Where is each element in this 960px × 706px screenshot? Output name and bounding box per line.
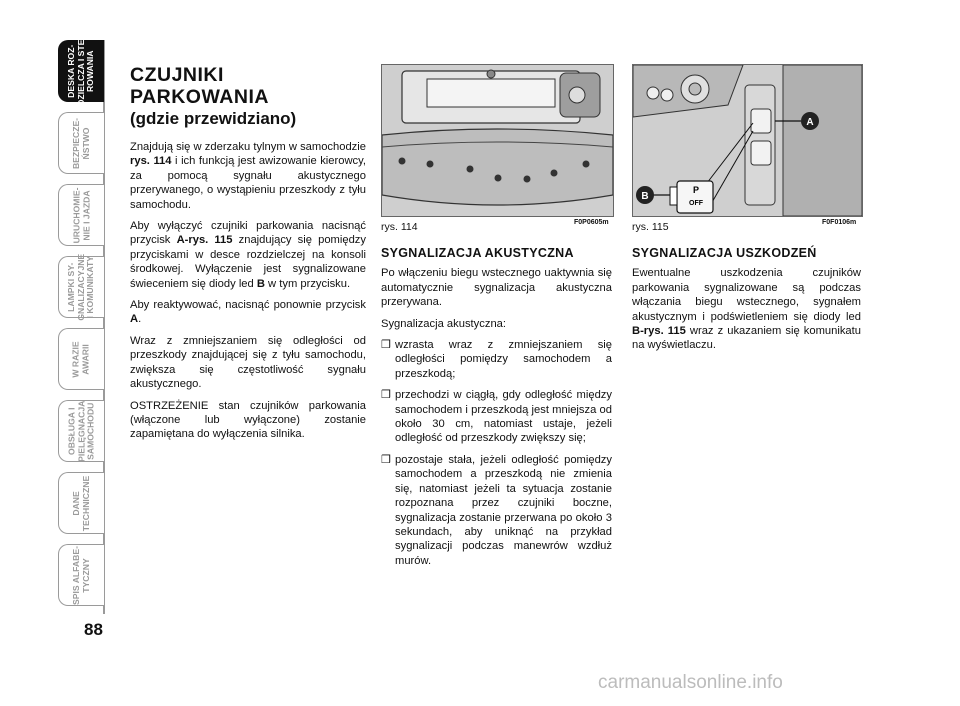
- text: Aby reaktywować, nacisnąć ponownie przycisk: [130, 299, 366, 312]
- figure-114-code: F0P0605m: [574, 219, 609, 226]
- button-p-label: P: [692, 185, 700, 195]
- figure-115-dashboard-console: [632, 64, 863, 217]
- tab-label: DESKA ROZ- DZIELCZA I STE- ROWANIA: [65, 36, 95, 106]
- column-1: [130, 64, 366, 449]
- column-3: [632, 246, 861, 360]
- title-line-2: PARKOWANIA: [130, 86, 269, 108]
- text: Aby wyłączyć czujniki parkowania nacisnąć przycisk: [130, 220, 366, 247]
- list-item: [381, 453, 612, 568]
- tab-deska[interactable]: [58, 36, 104, 106]
- figure-115-code: F0F0106m: [822, 219, 857, 226]
- text: znajdujący się pomiędzy przyciskami w desce rozdzielczej na konsoli środkowej. Wyłączenie jest sygnalizowane świeceniem się diody led: [130, 234, 366, 290]
- paragraph: Sygnalizacja akustyczna:: [381, 317, 506, 330]
- text: .: [138, 313, 142, 326]
- paragraph: OSTRZEŻENIE stan czujników parkowania (włączone lub wyłączone) zostanie zapamiętana do wyłączenia silnika.: [130, 399, 366, 441]
- bullet-box-icon: ❒: [381, 453, 391, 466]
- list-item-text: pozostaje stała, jeżeli odległość pomiędzy samochodem a przeszkodą nie zmienia się, natomiast jeżeli ta sytuacja zostanie rozpoznana przez czujniki boczne, sygnalizacja zostanie przerwana po około 3 sekundach, aby uniknąć na przykład sygnalizacji podczas manewrów wzdłuż murów.: [395, 453, 612, 567]
- label-ref: B: [256, 277, 265, 290]
- figure-114-rear-bumper: [381, 64, 614, 217]
- tab-lampki[interactable]: [58, 253, 104, 321]
- figure-115-caption: rys. 115: [632, 221, 669, 233]
- section-heading: SYGNALIZACJA AKUSTYCZNA: [381, 246, 574, 260]
- section-heading: SYGNALIZACJA USZKODZEŃ: [632, 246, 817, 260]
- text: wraz z ukazaniem się komunikatu na wyświetlaczu.: [632, 325, 861, 352]
- page-number: 88: [84, 620, 103, 639]
- tab-label: LAMPKI SY- GNALIZACYJNE I KOMUNIKATY: [66, 253, 96, 321]
- paragraph: Wraz z zmniejszaniem się odległości od przeszkody znajdującej się z tyłu samochodu, zwiększa się częstotliwość sygnału akustycznego.: [130, 334, 366, 391]
- tab-spis[interactable]: [58, 544, 104, 606]
- tab-dane[interactable]: [58, 472, 104, 534]
- figure-ref: B-rys. 115: [632, 325, 686, 338]
- rear-bumper-illustration: [382, 65, 613, 216]
- tab-label: BEZPIECZE- ŃSTWO: [71, 117, 91, 169]
- tab-label: URUCHOMIE- NIE I JAZDA: [71, 187, 91, 243]
- button-off-label: OFF: [689, 200, 703, 207]
- paragraph: [130, 298, 366, 327]
- tab-obsluga[interactable]: [58, 400, 104, 462]
- paragraph: [632, 266, 861, 352]
- paragraph: [130, 140, 366, 212]
- tab-bezpieczenstwo[interactable]: [58, 112, 104, 174]
- title-line-1: CZUJNIKI: [130, 64, 224, 86]
- watermark: carmanualsonline.info: [598, 672, 783, 693]
- figure-ref: rys. 114: [130, 155, 172, 168]
- list-item: [381, 338, 612, 381]
- paragraph: Po włączeniu biegu wstecznego uaktywnia się automatycznie sygnalizacja akustyczna przerywana.: [381, 267, 612, 309]
- bullet-box-icon: ❒: [381, 389, 391, 402]
- column-2: [381, 246, 612, 575]
- tab-label: OBSŁUGA I PIELĘGNACJA SAMOCHODU: [66, 400, 96, 462]
- figure-ref: A-rys. 115: [176, 234, 233, 247]
- console-illustration: [633, 65, 862, 216]
- list-item: [381, 388, 612, 446]
- callout-b-label: B: [641, 191, 649, 202]
- label-ref: A: [130, 313, 139, 326]
- figure-114-caption: rys. 114: [381, 221, 418, 233]
- list-item-text: przechodzi w ciągłą, gdy odległość między samochodem i przeszkodą jest mniejsza od około 30 cm, natomiast ustaje, jeżeli odległość od przeszkody zwiększy się;: [395, 389, 612, 445]
- text: w tym przycisku.: [264, 277, 351, 290]
- tab-awarii[interactable]: [58, 328, 104, 390]
- subtitle: (gdzie przewidziano): [130, 109, 297, 128]
- text: Znajdują się w zderzaku tylnym w samochodzie: [130, 141, 366, 153]
- tab-label: SPIS ALFABE- TYCZNY: [71, 545, 91, 605]
- callout-a-label: A: [806, 117, 814, 128]
- tab-uruchomienie[interactable]: [58, 184, 104, 246]
- text: i ich funkcją jest awizowanie kierowcy, za pomocą sygnału akustycznego przerywanego, o wystąpieniu przeszkody z tyłu samochodu.: [130, 155, 367, 211]
- list-item-text: wzrasta wraz z zmniejszaniem się odległości pomiędzy samochodem a przeszkodą;: [395, 339, 612, 380]
- text: Ewentualne uszkodzenia czujników parkowania sygnalizowane są podczas włączania biegu wstecznego, sygnałem akustycznym i podświetleniem się diody led: [632, 267, 861, 323]
- bullet-box-icon: ❒: [381, 339, 391, 352]
- tab-label: W RAZIE AWARII: [71, 340, 91, 378]
- paragraph: [130, 219, 366, 291]
- tab-label: DANE TECHNICZNE: [71, 475, 91, 531]
